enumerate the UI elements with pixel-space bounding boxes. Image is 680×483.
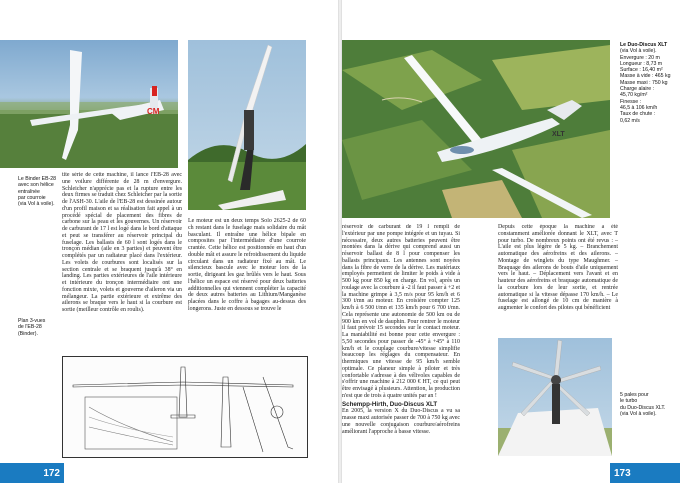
caption-plan-line: (Binder). bbox=[18, 330, 38, 337]
caption-duo-line: Envergure : 20 m bbox=[620, 54, 660, 61]
caption-duo-line: Masse maxi : 750 kg bbox=[620, 79, 668, 86]
caption-duo-line: 45,70 kg/m² bbox=[620, 92, 648, 99]
caption-pales-line: du Duo-Discus XLT. bbox=[620, 404, 666, 411]
caption-pales bbox=[620, 392, 678, 417]
glider-mark: CM bbox=[147, 107, 160, 116]
page-number-bar-left bbox=[0, 463, 64, 483]
text-column-right-2 bbox=[498, 224, 618, 336]
caption-binder-line: avec son hélice bbox=[18, 182, 54, 189]
caption-duo bbox=[620, 42, 678, 124]
caption-binder bbox=[18, 176, 63, 207]
text-column-left-2 bbox=[188, 218, 306, 358]
caption-duo-line: Le Duo-Discus XLT bbox=[620, 42, 668, 48]
plan-drawing bbox=[63, 357, 307, 457]
binder-eb28-photo bbox=[0, 40, 178, 168]
turbo-propeller-photo bbox=[498, 338, 612, 456]
page-number: 173 bbox=[614, 467, 631, 479]
caption-duo-line: 0,62 m/s bbox=[620, 117, 640, 124]
propeller-image bbox=[188, 40, 306, 210]
caption-plan-line: de l'EB-28 bbox=[18, 324, 42, 331]
caption-duo-line: Longueur : 8,73 m bbox=[620, 60, 663, 67]
right-page bbox=[342, 0, 680, 483]
body-text: tite série de cette machine, il lance l'EB-28 avec une voilure différente de 28 m d'envergure. Schleicher n'apprécie pas et la rupture entre les deux firmes se traduit chez Schleicher par la sortie de l'ASH-30. L'aile de l'EB-28 est dessinée autour d'un profil maison et sa réalisation fait appel à un procédé spécial de placement des fibres de carbone sur la peau et les gouvernes. Un réservoir de carburant de 17 l est logé dans le bord d'attaque et peut se transférer au réservoir principal du fuselage. Les ballasts de 60 l sont logés dans le tronçon médian (aile en 3 parties) et peuvent être complétés par un radiateur placé dans l'extérieur. Les volets de courbures sont localisés sur la section centrale et se braquent jusqu'à 38° en landing. Les parties extérieures de l'aile intérieure et intérieure du tronçon intermédiaire ont une fonction mixte, volets et gouverne d'aileron via un mélangeur. La partie extérieure et extrême des ailerons se braque vers le haut si la courbure est sortie (meilleur contrôle en roulis). bbox=[62, 172, 182, 313]
caption-plan-line: Plan 3-vues bbox=[18, 318, 46, 324]
caption-duo-line: (via Vol à voile). bbox=[620, 48, 657, 55]
glider-image bbox=[0, 40, 178, 168]
caption-duo-line: Finesse : bbox=[620, 98, 642, 105]
duo-discus-image bbox=[342, 40, 610, 218]
body-text: En 2005, la version X du Duo-Discus a vu sa masse maxi autorisée passer de 700 à 750 kg avec une nouvelle conjugaison courbure/aérofreins améliorant l'approche à basse vitesse. bbox=[342, 408, 460, 435]
caption-plan bbox=[18, 318, 63, 337]
page-number: 172 bbox=[43, 467, 60, 479]
text-column-left-1 bbox=[62, 172, 182, 352]
caption-duo-line: Charge alaire : bbox=[620, 86, 655, 93]
caption-binder-line: (via Vol à voile). bbox=[18, 201, 55, 208]
caption-duo-line: Taux de chute : bbox=[620, 111, 656, 118]
three-view-plan bbox=[62, 356, 308, 458]
caption-binder-line: Le Binder EB-28 bbox=[18, 176, 57, 182]
left-page bbox=[0, 0, 338, 483]
body-text: réservoir de carburant de 19 l rempli de l'extérieur par une pompe intégrée et un tuyau. Si nécessaire, deux autres batteries peuvent être montées dans la dérive qui comprend aussi un réservoir ballast de 8 l pour compenser les ballasts principaux. Les antennes sont noyées dans la fibre de verre de la dérive. Les matériaux employés permettent de limiter le poids à vide à 500 kg pour 850 kg en charge. En vol, après un roulage avec la courbure à -2 il faut passer à +2 et la machine grimpe à 3,5 m/s pour 95 km/h et 6 300 t/mn au moteur. En croisière compter 125 km/h à 6 500 t/mn et 135 km/h pour 6 700 t/mn. Cela représente une autonomie de 500 km ou de 900 km en vol de dauphin. Pour rentrer le moteur il faut prévoir 15 secondes sur le contact moteur. La maniabilité est bonne pour cette envergure : 5,50 secondes pour passer de -45° à +45° à 110 km/h et le couplage courbure/vitesse simplifie beaucoup les réglages du compensateur. En thermiques une vitesse de 95 km/h semble optimale. Ce planeur simple à piloter et très confortable s'adresse à des vélivoles capables de s'offrir une machine à 212 000 € HT, ce qui peut être envisagé à plusieurs. Attention, la production n'est que de trois à quatre unités par an ! bbox=[342, 224, 460, 399]
propeller-mast-photo bbox=[188, 40, 306, 210]
caption-binder-line: entraînée bbox=[18, 188, 40, 195]
propeller-five-blades-image bbox=[498, 338, 612, 456]
body-text: Le moteur est un deux temps Solo 2625-2 de 60 ch restant dans le fuselage mais solidaire du mât basculant. Il entraîne une hélice bipale en composites par l'intermédiaire d'une courroie crantée. Cette hélice est positionnée en haut d'un double mât et assure le refroidissement du liquide circulant dans un radiateur fixé au mât. Le silencieux bascule avec le moteur lors de la sortie, dirigeant les gaz brûlés vers le haut. Sous l'hélice un espace est réservé pour deux batteries additionnelles qui viennent compléter la capacité de deux autres batteries au Lithium/Manganèse placées dans le coffre à bagages au-dessus des longerons. Juste en dessous se trouve le bbox=[188, 218, 306, 312]
text-column-right-1 bbox=[342, 224, 460, 464]
glider-mark: XLT bbox=[552, 131, 565, 138]
caption-pales-line: le turbo bbox=[620, 398, 638, 405]
caption-pales-line: 5 pales pour bbox=[620, 392, 649, 398]
duo-discus-photo bbox=[342, 40, 610, 218]
page-number-bar-right bbox=[610, 463, 680, 483]
caption-duo-line: Surface : 16,40 m² bbox=[620, 67, 663, 74]
caption-duo-line: 46,5 à 106 km/h bbox=[620, 104, 658, 111]
body-text: Depuis cette époque la machine a été constamment améliorée donnant le XLT, avec T pour turbo. De nombreux points ont été revus : – L'aile est plus légère de 5 kg. – Branchement automatique des aérofreins et des ailerons. – Montage de winglets du type Maughmer. – Braquage des ailerons de bouts d'aile uniquement vers le haut. – Déplacement vers l'avant et en hauteur des aérofreins et braquage automatique de la courbure lors de leur sortie, et rentrée automatique si la vitesse dépasse 170 km/h. – Le fuselage est allongé de 10 cm de manière à augmenter le confort des pilotes qui bénéficient bbox=[498, 224, 618, 311]
caption-duo-line: Masse à vide : 465 kg bbox=[620, 73, 671, 80]
caption-binder-line: par courroie bbox=[18, 194, 46, 201]
caption-pales-line: (via Vol à voile). bbox=[620, 410, 657, 417]
section-heading: Schempp-Hirth, Duo-Discus XLT bbox=[342, 400, 438, 408]
